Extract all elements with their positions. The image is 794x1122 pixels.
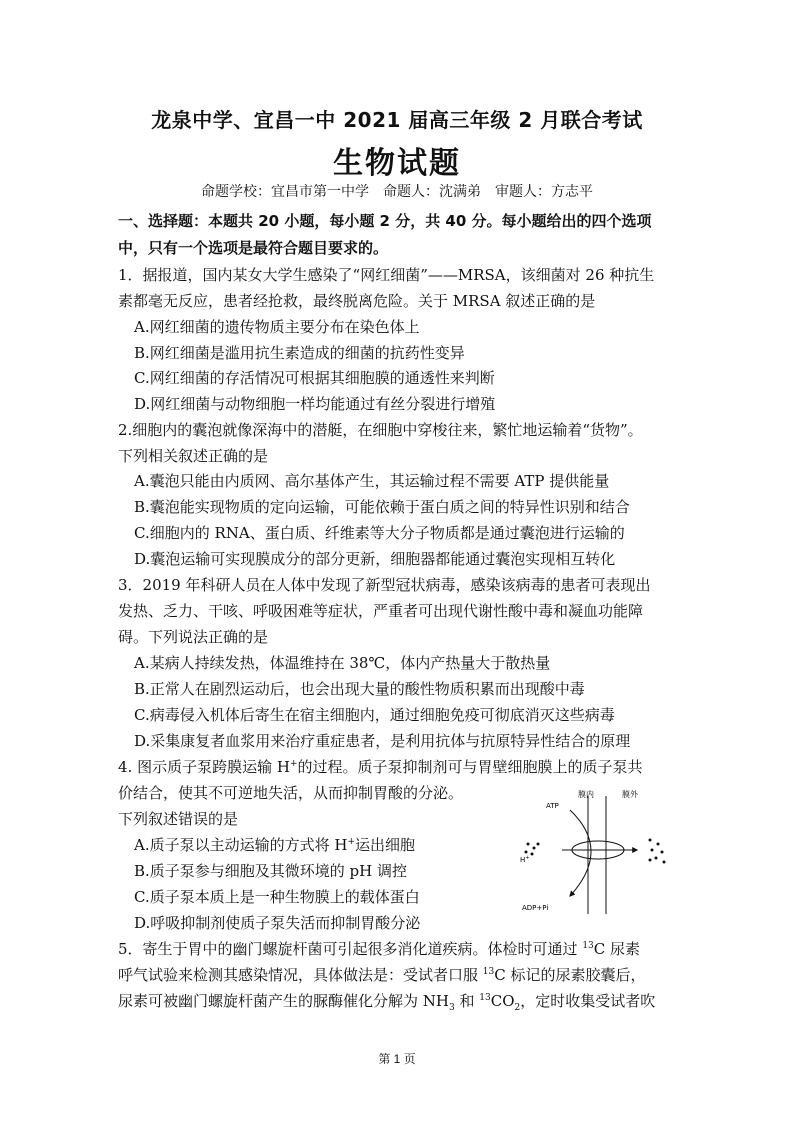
- label-h: H+: [520, 855, 530, 864]
- q2-option-d: D.囊泡运输可实现膜成分的部分更新，细胞器都能通过囊泡实现相互转化: [134, 550, 616, 568]
- h-plus-superscript: +: [347, 837, 355, 847]
- h-plus-superscript: +: [289, 759, 298, 769]
- author-line: 命题学校：宜昌市第一中学 命题人：沈满弟 审题人：方志平: [201, 184, 593, 200]
- label-atp: ATP: [546, 802, 559, 810]
- label-adp-pi: ADP+Pi: [522, 904, 549, 912]
- q4-stem-line1: [118, 756, 643, 777]
- q1-option-b: B.网红细菌是滥用抗生素造成的细菌的抗药性变异: [134, 344, 465, 362]
- section-instructions-line2: 中，只有一个选项是最符合题目要求的。: [118, 239, 389, 257]
- q3-stem-line3: 碍。下列说法正确的是: [118, 628, 269, 646]
- q5-line3: [118, 990, 655, 1013]
- proton-dots-outside: [649, 839, 666, 864]
- q1-stem-line2: 素都毫无反应，患者经抢救，最终脱离危险。关于 MRSA 叙述正确的是: [118, 292, 596, 310]
- c13-superscript: 13: [482, 967, 495, 977]
- q4-stem-line2: 价结合，使其不可逆地失活，从而抑制胃酸的分泌。: [118, 784, 464, 802]
- q5-line3-and: 和: [454, 992, 480, 1010]
- q2-option-b: B.囊泡能实现物质的定向运输，可能依赖于蛋白质之间的特异性识别和结合: [134, 498, 630, 516]
- q4-option-a: [134, 834, 415, 855]
- q1-option-c: C.网红细菌的存活情况可根据其细胞膜的通透性来判断: [134, 369, 495, 387]
- c13-superscript: 13: [582, 941, 594, 951]
- q4-stem-part2: 的过程。质子泵抑制剂可与胃壁细胞膜上的质子泵共: [297, 758, 643, 776]
- label-outside: 膜外: [622, 790, 638, 799]
- q4-option-c: C.质子泵本质上是一种生物膜上的载体蛋白: [134, 888, 420, 906]
- q4-option-d: D.呼吸抑制剂使质子泵失活而抑制胃酸分泌: [134, 914, 421, 932]
- q2-stem-line1: 2.细胞内的囊泡就像深海中的潜艇，在细胞中穿梭往来，繁忙地运输着“货物”。: [118, 421, 643, 439]
- subject-title: 生物试题: [333, 146, 461, 181]
- q3-stem-line2: 发热、乏力、干咳、呼吸困难等症状，严重者可出现代谢性酸中毒和凝血功能障: [118, 602, 644, 620]
- q1-option-d: D.网红细菌与动物细胞一样均能通过有丝分裂进行增殖: [134, 395, 496, 413]
- q5-line3-part1: 尿素可被幽门螺旋杆菌产生的脲酶催化分解为 NH: [118, 992, 449, 1010]
- co2-subscript: 2: [514, 1003, 521, 1013]
- q3-option-a: A.某病人持续发热，体温维持在 38℃，体内产热量大于散热量: [134, 654, 551, 672]
- q1-stem-line1: 1．据报道，国内某女大学生感染了“网红细菌”——MRSA，该细菌对 26 种抗生: [118, 266, 655, 284]
- q5-line1-part2: C 尿素: [593, 940, 641, 958]
- proton-dots-inside: [525, 843, 540, 856]
- q4-option-a-part1: A.质子泵以主动运输的方式将 H: [134, 836, 348, 854]
- q2-stem-line2: 下列相关叙述正确的是: [118, 447, 269, 465]
- q1-option-a: A.网红细菌的遗传物质主要分布在染色体上: [134, 318, 420, 336]
- exam-title: 龙泉中学、宜昌一中 2021 届高三年级 2 月联合考试: [151, 108, 643, 132]
- label-inside: 膜内: [578, 790, 594, 799]
- q2-option-a: A.囊泡只能由内质网、高尔基体产生，其运输过程不需要 ATP 提供能量: [134, 472, 610, 490]
- q4-option-b: B.质子泵参与细胞及其微环境的 pH 调控: [134, 862, 408, 880]
- q3-stem-line1: 3．2019 年科研人员在人体中发现了新型冠状病毒，感染该病毒的患者可表现出: [118, 576, 651, 594]
- c13-superscript: 13: [479, 993, 491, 1003]
- q4-option-a-part2: 运出细胞: [355, 836, 416, 854]
- nh3-subscript: 3: [448, 1003, 455, 1013]
- q4-stem-part1: 4. 图示质子泵跨膜运输 H: [118, 758, 290, 776]
- q3-option-b: B.正常人在剧烈运动后，也会出现大量的酸性物质积累而出现酸中毒: [134, 680, 585, 698]
- q5-line2: [118, 964, 645, 985]
- q5-line3-part2: ，定时收集受试者吹: [520, 992, 656, 1010]
- q4-stem-line3: 下列叙述错误的是: [118, 810, 239, 828]
- q5-line2-part2: C 标记的尿素胶囊后，: [494, 966, 646, 984]
- q5-line1: [118, 938, 640, 959]
- q3-option-c: C.病毒侵入机体后寄生在宿主细胞内，通过细胞免疫可彻底消灭这些病毒: [134, 706, 615, 724]
- section-instructions-line1: 一、选择题：本题共 20 小题，每小题 2 分，共 40 分。每小题给出的四个选项: [118, 212, 652, 230]
- q3-option-d: D.采集康复者血浆用来治疗重症患者，是利用抗体与抗原特异性结合的原理: [134, 732, 631, 750]
- q2-option-c: C.细胞内的 RNA、蛋白质、纤维素等大分子物质都是通过囊泡进行运输的: [134, 524, 625, 542]
- q5-line2-part1: 呼气试验来检测其感染情况，具体做法是：受试者口服: [118, 966, 483, 984]
- q5-line3-co: CO: [490, 992, 515, 1010]
- q5-line1-part1: 5．寄生于胃中的幽门螺旋杆菌可引起很多消化道疾病。体检时可通过: [118, 940, 583, 958]
- page-number: 第 1 页: [378, 1052, 416, 1066]
- proton-pump-diagram: [512, 788, 688, 918]
